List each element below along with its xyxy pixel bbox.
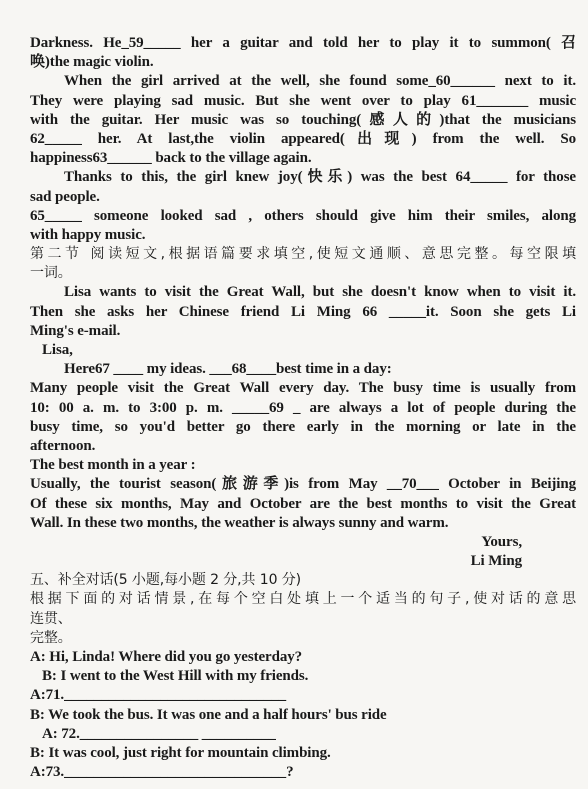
dialogue-line: B: I went to the West Hill with my friends. — [42, 668, 309, 685]
email-signature: Li Ming — [470, 553, 522, 570]
text-line: Then she asks her Chinese friend Li Ming 66 _____it. Soon she gets Li — [30, 303, 576, 320]
text-line: with the guitar. Her music was so touching(感人的)that the musicians — [30, 111, 576, 128]
section-heading: 五、补全对话(5 小题,每小题 2 分,共 10 分) — [30, 572, 302, 589]
text-line: Lisa wants to visit the Great Wall, but she doesn't know when to visit it. — [64, 284, 576, 301]
email-closing: Yours, — [481, 533, 522, 550]
text-line: Usually, the tourist season(旅游季)is from May __70___ October in Beijing — [30, 476, 576, 493]
section-instructions: 连贯、 — [30, 610, 72, 627]
dialogue-line: B: It was cool, just right for mountain climbing. — [30, 744, 331, 761]
text-line: sad people. — [30, 188, 100, 205]
text-line: Ming's e-mail. — [30, 322, 121, 339]
text-line: 10: 00 a. m. to 3:00 p. m. _____69 _ are always a lot of people during the — [30, 399, 576, 416]
text-line: Many people visit the Great Wall every day. The busy time is usually from — [30, 380, 576, 397]
section-heading: 一词。 — [30, 265, 72, 282]
dialogue-line: A: Hi, Linda! Where did you go yesterday? — [30, 649, 303, 665]
text-line: They were playing sad music. But she went over to play 61_______ music — [30, 92, 576, 109]
text-line: Thanks to this, the girl knew joy(快乐) was the best 64_____ for those — [64, 169, 576, 186]
dialogue-blank-73: A:73.______________________________? — [30, 764, 294, 781]
text-line: 62_____ her. At last,the violin appeared(出现) from the well. So — [30, 130, 576, 147]
dialogue-blank-71: A:71.______________________________ — [30, 687, 287, 704]
dialogue-blank-72: A: 72.________________ __________ — [42, 725, 276, 742]
text-line: When the girl arrived at the well, she found some_60______ next to it. — [64, 73, 576, 90]
text-line: 唤)the magic violin. — [30, 54, 154, 71]
section-instructions: 根据下面的对话情景,在每个空白处填上一个适当的句子,使对话的意思 — [30, 591, 576, 608]
email-greeting: Lisa, — [42, 342, 73, 358]
section-heading: 第二节 阅读短文,根据语篇要求填空,使短文通顺、意思完整。每空限填 — [30, 246, 576, 263]
section-instructions: 完整。 — [30, 629, 72, 646]
dialogue-line: B: We took the bus. It was one and a half hours' bus ride — [30, 706, 387, 723]
text-line: The best month in a year : — [30, 457, 196, 474]
text-line: Wall. In these two months, the weather is always sunny and warm. — [30, 514, 449, 531]
text-line: Of these six months, May and October are the best months to visit the Great — [30, 495, 576, 512]
text-line: 65_____ someone looked sad , others should give him their smiles, along — [30, 207, 576, 224]
text-line: Darkness. He_59_____ her a guitar and told her to play it to summon( 召 — [30, 35, 576, 51]
text-line: with happy music. — [30, 226, 146, 243]
text-line: Here67 ____ my ideas. ___68____best time in a day: — [64, 361, 392, 378]
text-line: busy time, so you'd better go there early in the morning or late in the — [30, 418, 576, 435]
text-line: happiness63______ back to the village again. — [30, 150, 312, 167]
text-line: afternoon. — [30, 437, 96, 454]
